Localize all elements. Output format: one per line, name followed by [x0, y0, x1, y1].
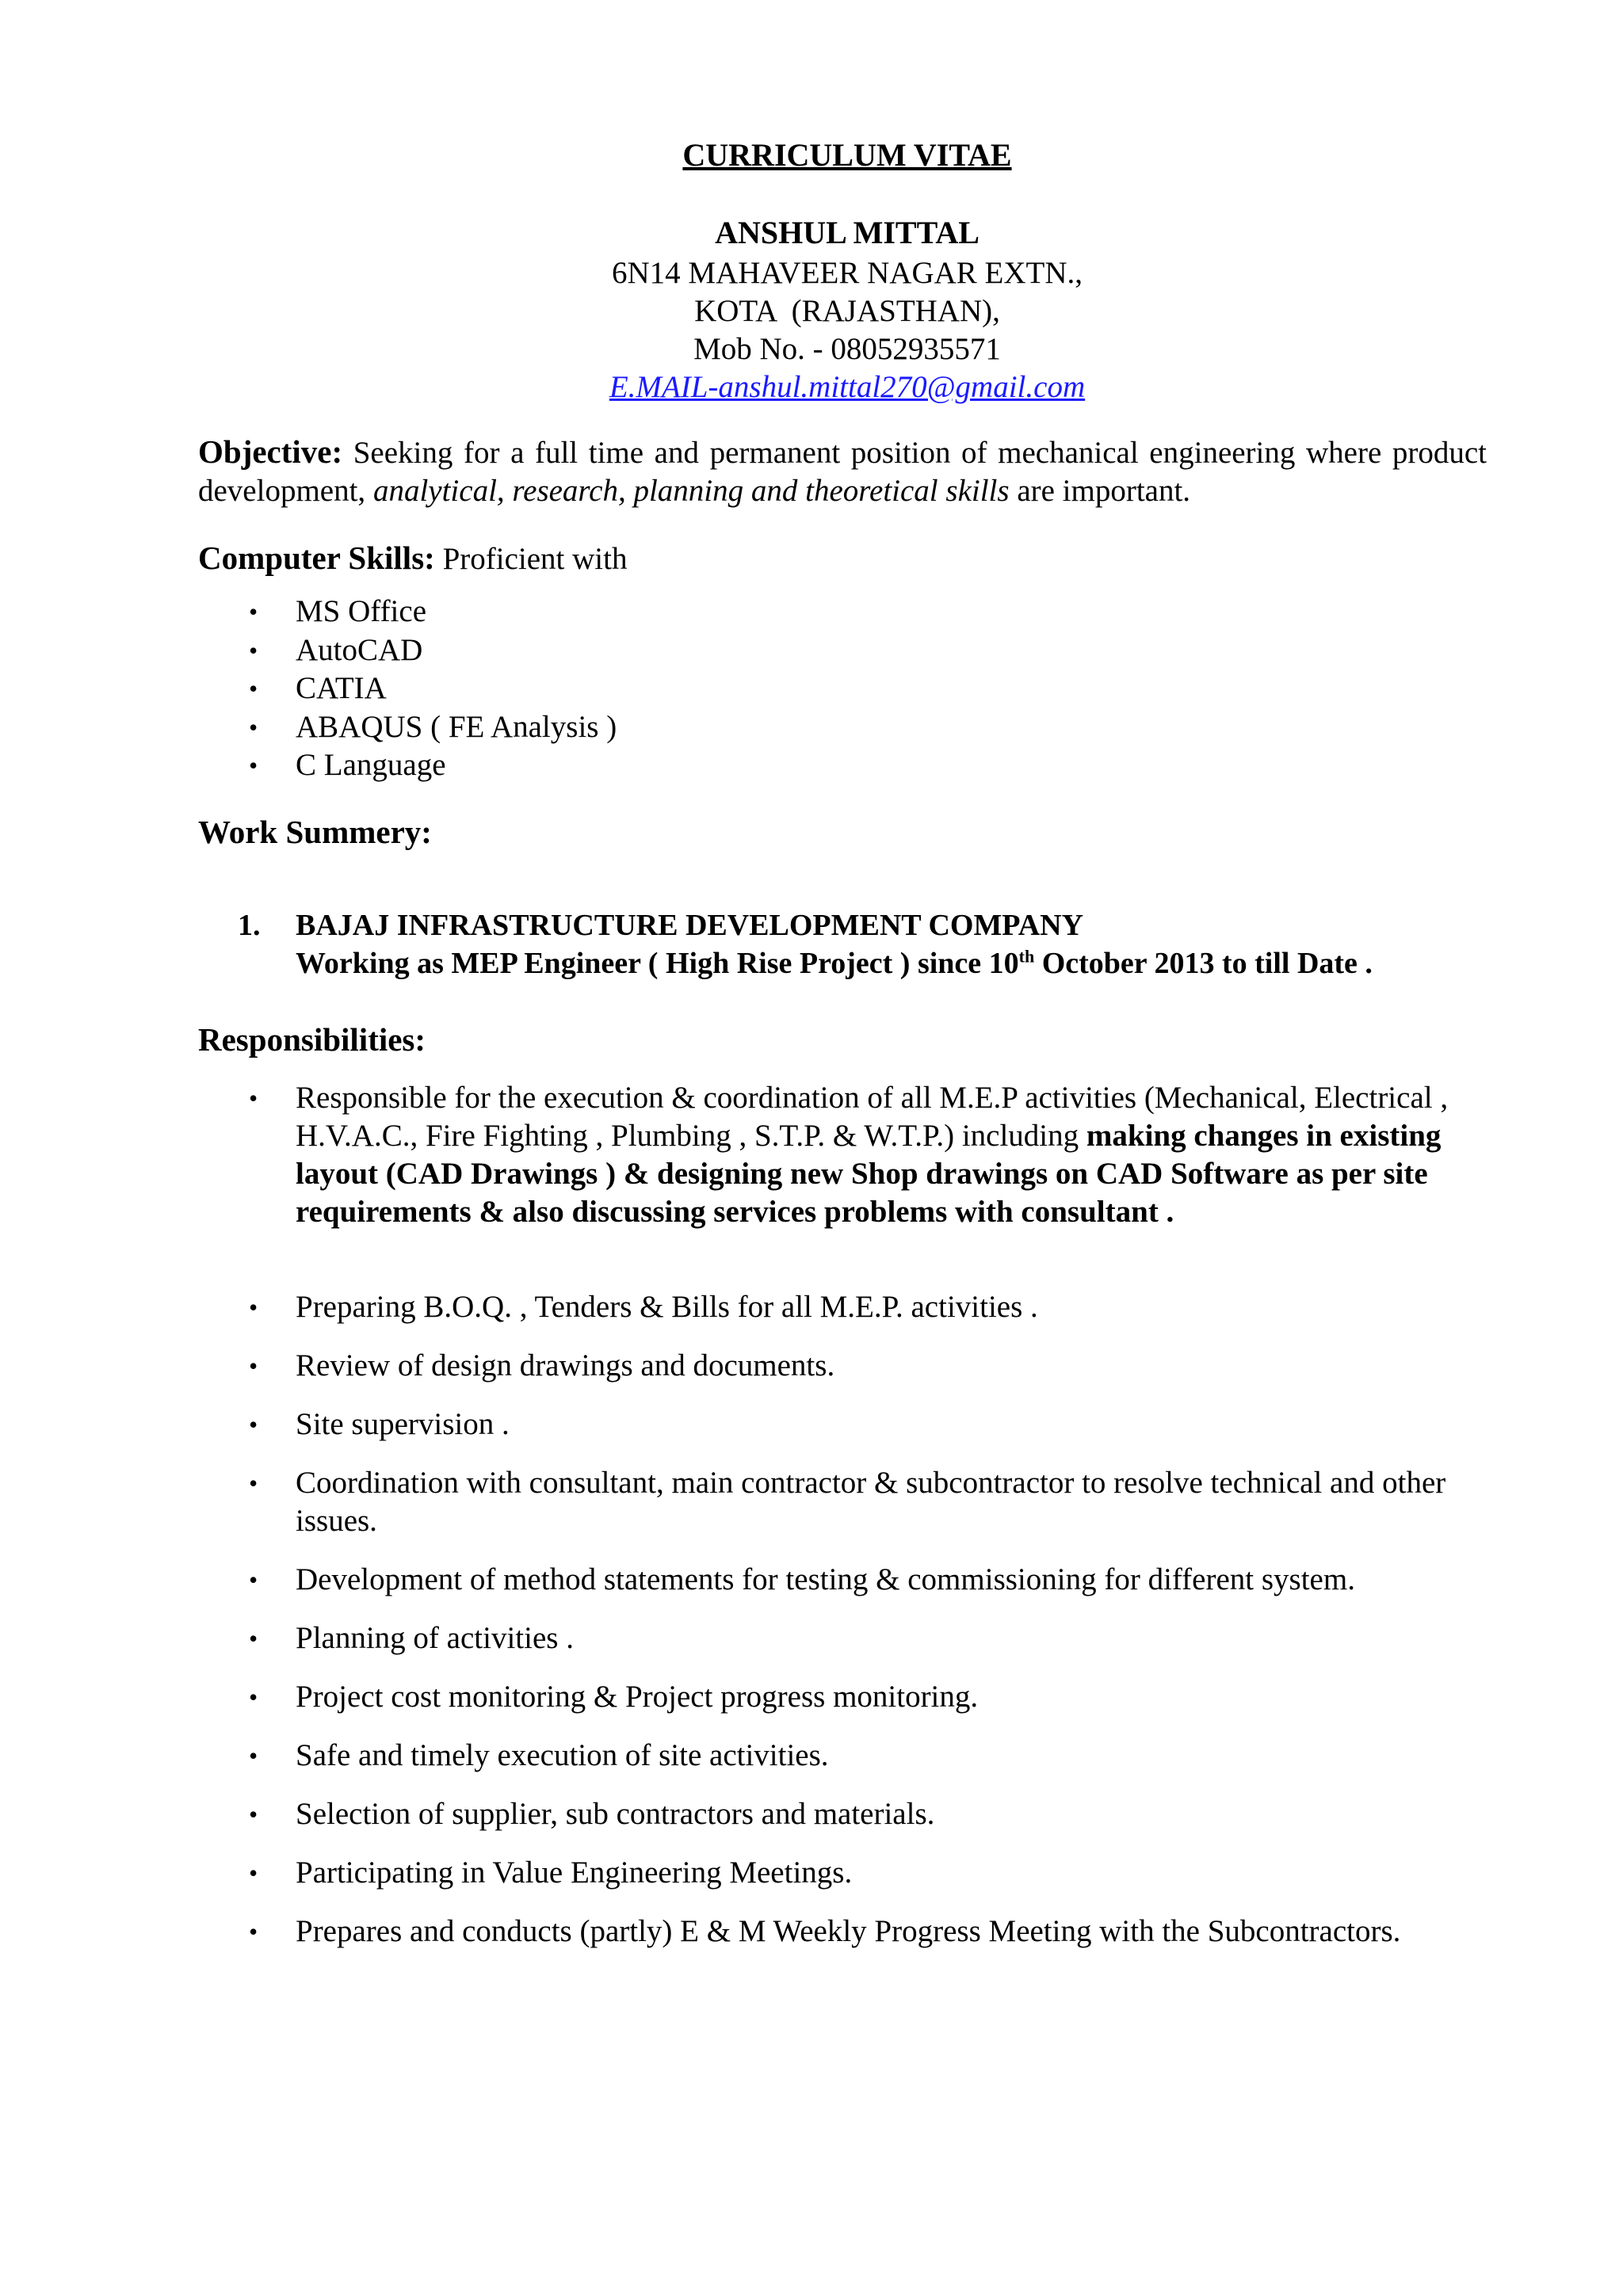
bullet-icon: •: [249, 1624, 258, 1653]
responsibility-item: • Planning of activities .: [198, 1619, 1503, 1657]
bullet-icon: •: [249, 1859, 258, 1887]
objective-paragraph: [198, 433, 1487, 510]
skill-item: • MS Office: [198, 593, 617, 631]
responsibility-item: • Selection of supplier, sub contractors and materials.: [198, 1795, 1503, 1833]
responsibility-item: • Participating in Value Engineering Meetings.: [198, 1854, 1503, 1892]
job-role-sup: th: [1018, 946, 1035, 967]
bullet-icon: •: [249, 597, 258, 626]
email-link[interactable]: E.MAIL-anshul.mittal270@gmail.com: [609, 370, 1086, 404]
address-line-2: KOTA (RAJASTHAN),: [694, 294, 1000, 328]
responsibility-item: • Preparing B.O.Q. , Tenders & Bills for all M.E.P. activities .: [198, 1288, 1503, 1326]
computer-skills-intro: Proficient with: [434, 542, 628, 576]
document-title: CURRICULUM VITAE: [682, 137, 1012, 173]
bullet-icon: •: [249, 1683, 258, 1711]
skill-item: • CATIA: [198, 669, 617, 708]
skill-item: • AutoCAD: [198, 631, 617, 670]
work-summary-heading: Work Summery:: [198, 814, 432, 850]
responsibility-item: • Responsible for the execution & coordination of all M.E.P activities (Mechanical, Electrical , H.V.A.C., Fire Fighting , Plumbing , S.T.P. & W.T.P.) including making changes in existing layout (CAD Drawings ) & designing new Shop drawings on CAD Software as per site requirements & also discussing services problems with consultant .: [249, 1081, 1449, 1229]
computer-skills-list: [198, 593, 617, 785]
objective-text: Seeking for a full time and permanent position of mechanical engineering where product development,: [198, 436, 1487, 508]
responsibility-item: • Site supervision .: [198, 1405, 1503, 1444]
bullet-icon: •: [249, 1741, 258, 1770]
address-line-1: 6N14 MAHAVEER NAGAR EXTN.,: [611, 256, 1083, 290]
responsibilities-heading: Responsibilities:: [198, 1021, 426, 1058]
responsibility-item: • Development of method statements for testing & commissioning for different system.: [198, 1561, 1503, 1599]
bullet-icon: •: [249, 1800, 258, 1829]
job-role-date: October 2013 to till Date .: [1034, 947, 1373, 980]
bullet-icon: •: [249, 1352, 258, 1380]
job-company: BAJAJ INFRASTRUCTURE DEVELOPMENT COMPANY: [296, 909, 1084, 942]
responsibility-item: • Review of design drawings and documents.: [198, 1347, 1503, 1385]
bullet-icon: •: [249, 712, 258, 742]
bullet-icon: •: [249, 1566, 258, 1594]
bullet-icon: •: [249, 1469, 258, 1497]
responsibility-item: • Project cost monitoring & Project progress monitoring.: [198, 1678, 1503, 1716]
job-number: 1.: [238, 909, 261, 942]
bullet-icon: •: [249, 1410, 258, 1439]
computer-skills-heading: [198, 539, 627, 577]
mobile-number: Mob No. - 08052935571: [693, 332, 1001, 366]
objective-label: Objective:: [198, 433, 343, 470]
bullet-icon: •: [249, 674, 258, 703]
computer-skills-label: Computer Skills:: [198, 540, 435, 576]
skill-item: • ABAQUS ( FE Analysis ): [198, 708, 617, 747]
skill-item: • C Language: [198, 746, 617, 785]
responsibility-item: • Coordination with consultant, main contractor & subcontractor to resolve technical and other issues.: [249, 1466, 1446, 1538]
bullet-icon: •: [249, 1084, 258, 1112]
candidate-name: ANSHUL MITTAL: [715, 215, 980, 250]
bullet-icon: •: [249, 1917, 258, 1946]
email-row: [71, 369, 1623, 405]
job-role-text: Working as MEP Engineer ( High Rise Project ) since 10: [296, 947, 1019, 980]
responsibility-item: • Safe and timely execution of site activities.: [198, 1737, 1503, 1775]
bullet-icon: •: [249, 1293, 258, 1322]
bullet-icon: •: [249, 635, 258, 665]
responsibility-item: • Prepares and conducts (partly) E & M Weekly Progress Meeting with the Subcontractors.: [198, 1913, 1503, 1951]
objective-skills: analytical, research, planning and theoretical skills: [372, 474, 1010, 508]
bullet-icon: •: [249, 751, 258, 780]
objective-text-end: are important.: [1009, 474, 1191, 508]
